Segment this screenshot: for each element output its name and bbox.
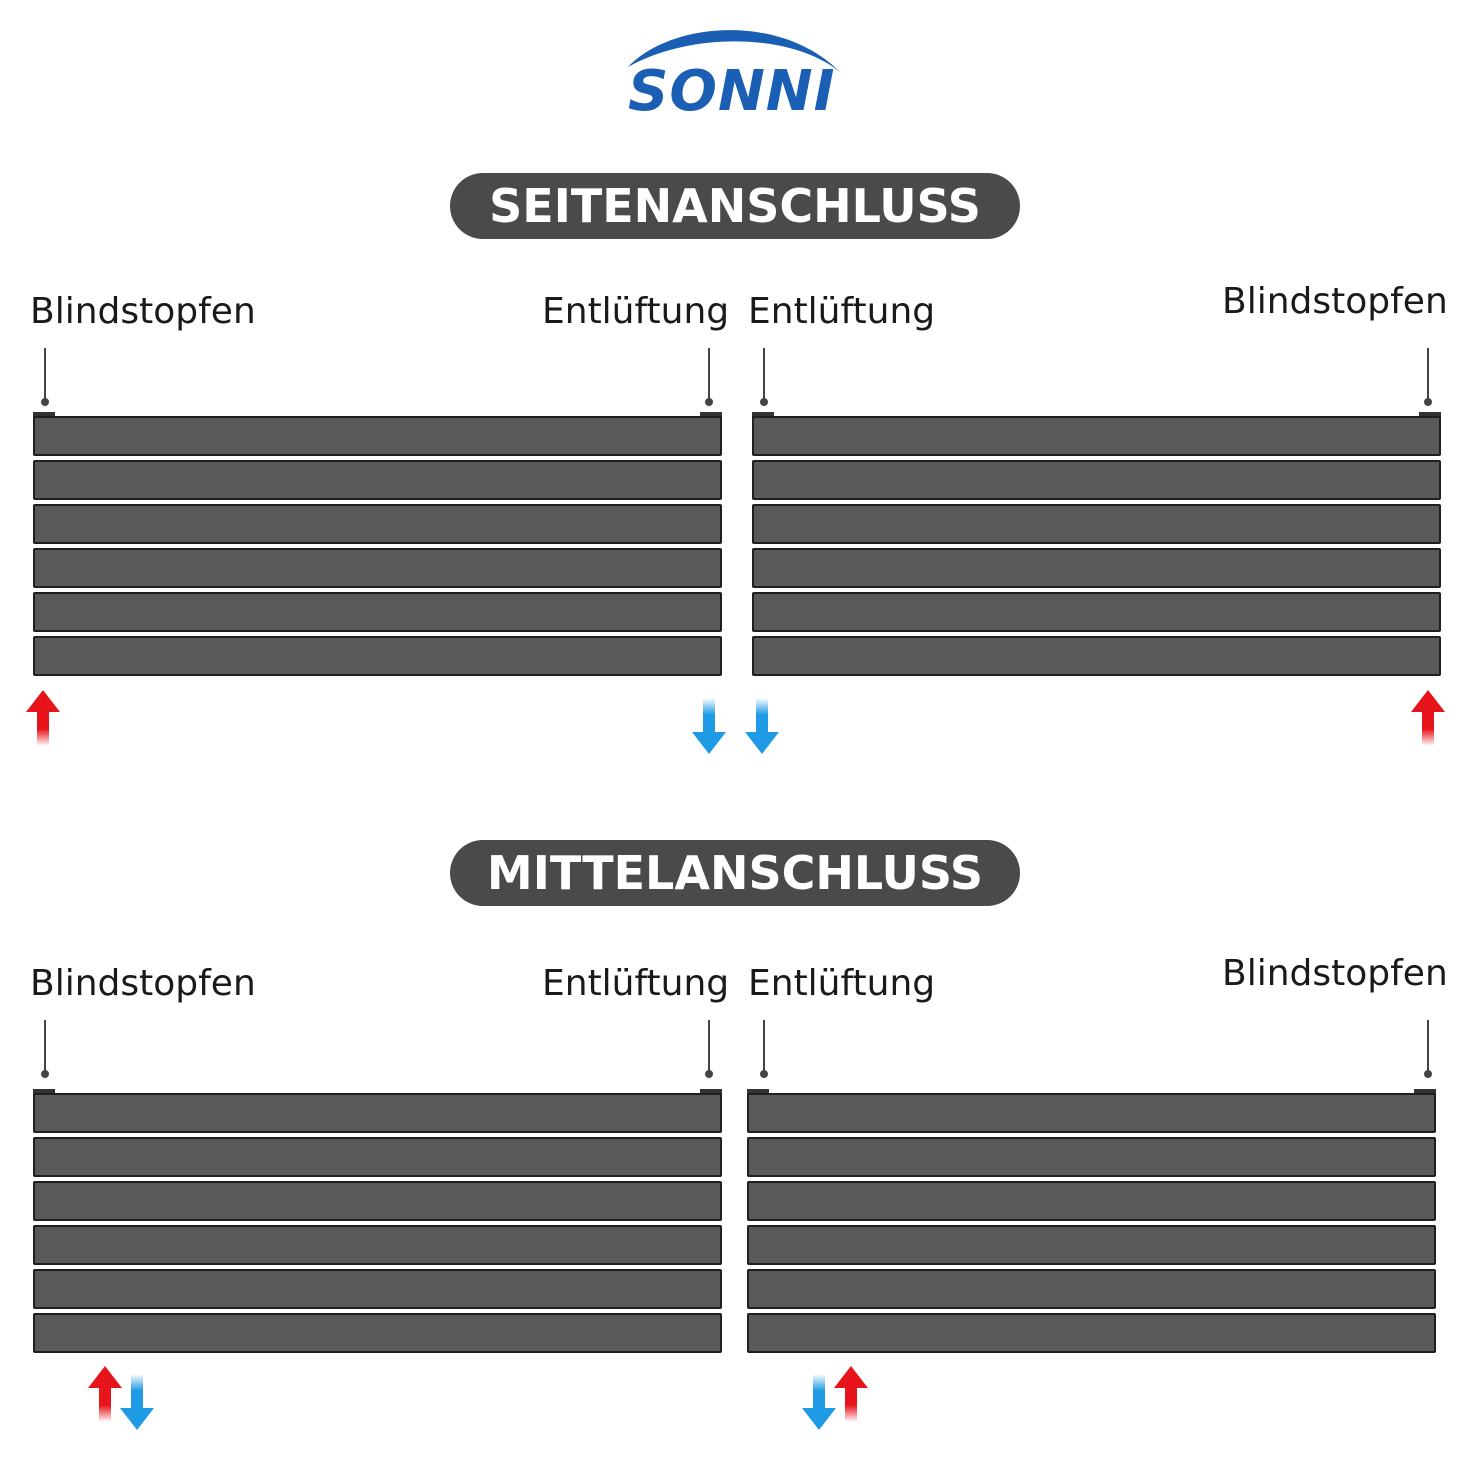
return-down-arrow-icon xyxy=(802,1374,836,1430)
leader-dot xyxy=(705,1070,713,1078)
radiator-tube xyxy=(33,1269,722,1309)
label-entlueftung: Entlüftung xyxy=(542,291,730,332)
return-down-arrow-icon xyxy=(120,1374,154,1430)
label-blindstopfen: Blindstopfen xyxy=(1222,281,1448,322)
supply-up-arrow-icon xyxy=(26,690,60,746)
radiator-tube xyxy=(747,1313,1436,1353)
supply-up-arrow-icon xyxy=(1411,690,1445,746)
radiator-tube xyxy=(33,1093,722,1133)
radiator-tube xyxy=(33,636,722,676)
radiator-tube xyxy=(747,1137,1436,1177)
leader-line xyxy=(44,1020,46,1074)
radiator-tube xyxy=(33,1313,722,1353)
radiator-tube xyxy=(33,1225,722,1265)
radiator-tube xyxy=(33,460,722,500)
radiator-panel-left xyxy=(33,1093,722,1359)
leader-line xyxy=(1427,1020,1429,1074)
radiator-tube xyxy=(752,504,1441,544)
radiator-tube xyxy=(747,1269,1436,1309)
radiator-tube xyxy=(33,548,722,588)
radiator-panel-left xyxy=(33,416,722,682)
label-entlueftung: Entlüftung xyxy=(748,963,936,1004)
supply-up-arrow-icon xyxy=(88,1366,122,1422)
leader-line xyxy=(708,348,710,402)
radiator-tube xyxy=(33,1181,722,1221)
radiator-tube xyxy=(752,460,1441,500)
supply-up-arrow-icon xyxy=(834,1366,868,1422)
label-entlueftung: Entlüftung xyxy=(748,291,936,332)
leader-dot xyxy=(1424,398,1432,406)
label-blindstopfen: Blindstopfen xyxy=(30,291,256,332)
radiator-panel-right xyxy=(752,416,1441,682)
leader-dot xyxy=(1424,1070,1432,1078)
leader-line xyxy=(44,348,46,402)
radiator-tube xyxy=(747,1093,1436,1133)
radiator-tube xyxy=(752,416,1441,456)
leader-line xyxy=(1427,348,1429,402)
radiator-tube xyxy=(747,1181,1436,1221)
radiator-panel-right xyxy=(747,1093,1436,1359)
section-title-middle-connection: MITTELANSCHLUSS xyxy=(450,840,1020,906)
brand-logo: SONNI xyxy=(628,59,836,124)
leader-dot xyxy=(760,398,768,406)
return-down-arrow-icon xyxy=(692,698,726,754)
leader-line xyxy=(708,1020,710,1074)
label-entlueftung: Entlüftung xyxy=(542,963,730,1004)
leader-line xyxy=(763,348,765,402)
leader-dot xyxy=(760,1070,768,1078)
radiator-tube xyxy=(752,592,1441,632)
radiator-tube xyxy=(747,1225,1436,1265)
return-down-arrow-icon xyxy=(745,698,779,754)
leader-line xyxy=(763,1020,765,1074)
radiator-tube xyxy=(752,548,1441,588)
radiator-tube xyxy=(752,636,1441,676)
label-blindstopfen: Blindstopfen xyxy=(30,963,256,1004)
label-blindstopfen: Blindstopfen xyxy=(1222,953,1448,994)
leader-dot xyxy=(705,398,713,406)
leader-dot xyxy=(41,1070,49,1078)
radiator-tube xyxy=(33,592,722,632)
leader-dot xyxy=(41,398,49,406)
radiator-tube xyxy=(33,504,722,544)
radiator-tube xyxy=(33,416,722,456)
radiator-tube xyxy=(33,1137,722,1177)
section-title-side-connection: SEITENANSCHLUSS xyxy=(450,173,1020,239)
